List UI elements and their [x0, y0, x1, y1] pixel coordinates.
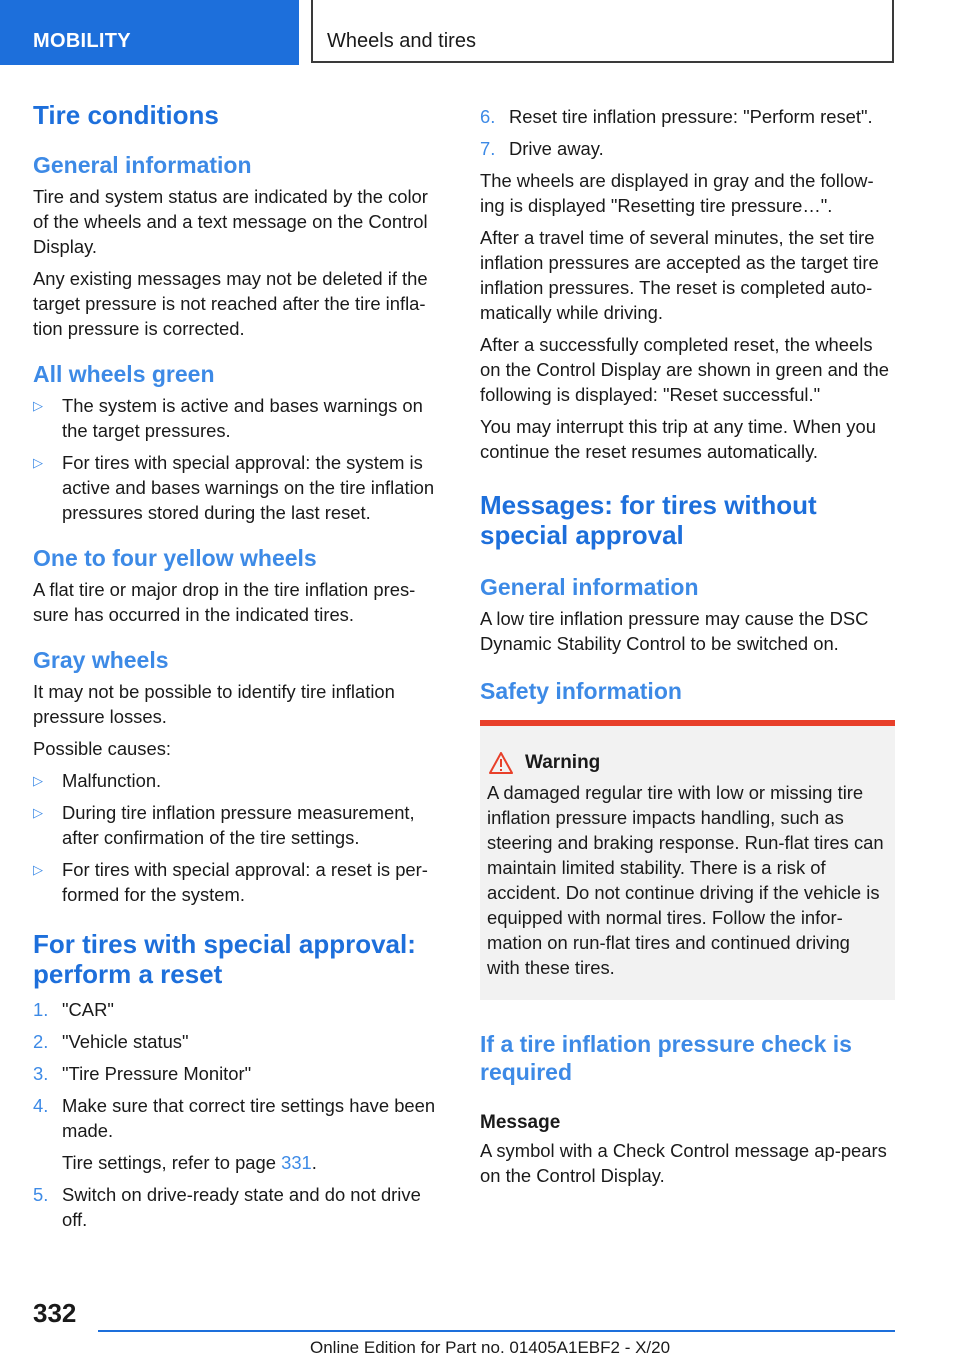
heading-general-information-2: General information	[480, 574, 699, 600]
heading-safety-information: Safety information	[480, 678, 682, 704]
list-item: 7. Drive away.	[480, 138, 604, 159]
heading-messages: Messages: for tires without special approval	[480, 490, 817, 550]
warning-text: A damaged regular tire with low or missing tire inflation pressure impacts handling, such as steering and braking response. Run-flat tires can maintain limited stability. There is a risk of accident. Do not continue driving if the vehicle is equipped with normal tires. Follow the infor‐mation on run-flat tires and continued driving with these tires.	[487, 782, 884, 978]
paragraph: A symbol with a Check Control message ap‐pears on the Control Display.	[480, 1140, 887, 1186]
gray-causes-list	[33, 768, 448, 907]
heading-gray-wheels: Gray wheels	[33, 647, 169, 673]
footer-divider	[98, 1330, 895, 1332]
triangle-bullet-icon: ▷	[33, 805, 43, 820]
heading-message: Message	[480, 1112, 561, 1133]
paragraph: It may not be possible to identify tire inflation pressure losses.	[33, 681, 395, 727]
edition-note: Online Edition for Part no. 01405A1EBF2 - X/20	[310, 1338, 671, 1357]
list-item: ▷ For tires with special approval: a reset is per‐formed for the system.	[33, 859, 428, 905]
page-link[interactable]: 331	[281, 1152, 312, 1173]
paragraph: After a successfully completed reset, the wheels on the Control Display are shown in green and the following is displayed: "Reset successful."	[480, 334, 889, 405]
right-column	[480, 104, 895, 1195]
list-item: 3. "Tire Pressure Monitor"	[33, 1063, 252, 1084]
triangle-bullet-icon: ▷	[33, 773, 43, 788]
paragraph: Possible causes:	[33, 738, 172, 759]
heading-pressure-check: If a tire inflation pressure check is required	[480, 1031, 852, 1085]
heading-perform-reset: For tires with special approval: perform a reset	[33, 929, 416, 989]
paragraph: The wheels are displayed in gray and the follow‐ing is displayed "Resetting tire pressure…".	[480, 170, 874, 216]
list-item: 4. Make sure that correct tire settings have been made. Tire settings, refer to page 331.	[33, 1093, 448, 1175]
paragraph: A low tire inflation pressure may cause the DSC Dynamic Stability Control to be switched on.	[480, 608, 869, 654]
triangle-bullet-icon: ▷	[33, 862, 43, 877]
triangle-bullet-icon: ▷	[33, 455, 43, 470]
left-column	[33, 100, 448, 1239]
paragraph: After a travel time of several minutes, the set tire inflation pressures are accepted as the target tire inflation pressures. The reset is completed auto‐matically while driving.	[480, 227, 879, 323]
list-item: ▷ For tires with special approval: the system is active and bases warnings on the tire inflation pressures stored during the last reset.	[33, 452, 435, 523]
chapter-tab	[311, 0, 894, 63]
paragraph: You may interrupt this trip at any time. When you continue the reset resumes automatically.	[480, 416, 876, 462]
cross-reference: Tire settings, refer to page 331.	[62, 1152, 317, 1173]
paragraph: Any existing messages may not be deleted if the target pressure is not reached after the tire infla‐tion pressure is corrected.	[33, 268, 428, 339]
section-label: MOBILITY	[33, 30, 131, 52]
green-list	[33, 393, 448, 525]
chapter-label: Wheels and tires	[327, 30, 476, 52]
title-tire-conditions: Tire conditions	[33, 100, 219, 130]
heading-all-wheels-green: All wheels green	[33, 361, 215, 387]
paragraph: Tire and system status are indicated by the color of the wheels and a text message on the Control Display.	[33, 186, 428, 257]
reset-steps-continued	[480, 104, 895, 161]
warning-title: Warning	[525, 752, 601, 773]
list-item: 6. Reset tire inflation pressure: "Perform reset".	[480, 106, 873, 127]
list-item: 5. Switch on drive-ready state and do not drive off.	[33, 1184, 421, 1230]
warning-triangle-icon	[489, 752, 513, 774]
warning-box	[480, 720, 895, 1000]
section-tab	[0, 0, 299, 65]
list-item: 1. "CAR"	[33, 999, 114, 1020]
list-item: 2. "Vehicle status"	[33, 1031, 189, 1052]
heading-general-information: General information	[33, 152, 252, 178]
list-item: ▷ The system is active and bases warnings on the target pressures.	[33, 395, 423, 441]
warning-header	[487, 752, 887, 774]
list-item: ▷ During tire inflation pressure measurement, after confirmation of the tire settings.	[33, 802, 415, 848]
list-item: ▷ Malfunction.	[33, 770, 162, 791]
page-number: 332	[33, 1298, 77, 1328]
paragraph: A flat tire or major drop in the tire inflation pres‐sure has occurred in the indicated tires.	[33, 579, 416, 625]
reset-steps	[33, 997, 448, 1232]
heading-yellow-wheels: One to four yellow wheels	[33, 545, 317, 571]
triangle-bullet-icon: ▷	[33, 398, 43, 413]
